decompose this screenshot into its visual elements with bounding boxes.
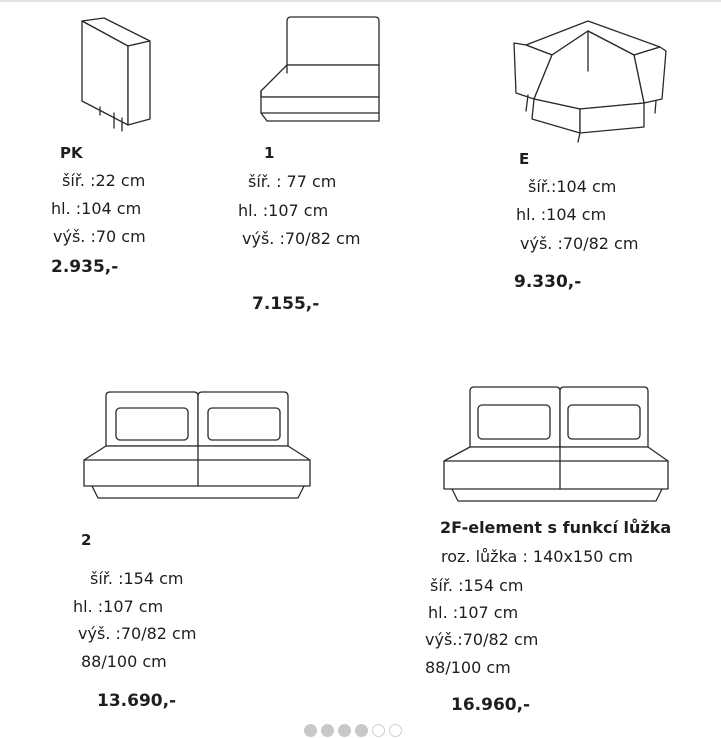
top-border	[0, 0, 721, 2]
product-2-height: výš. :70/82 cm	[78, 624, 197, 643]
product-2f-width: šíř. :154 cm	[430, 576, 524, 595]
product-e-price: 9.330,-	[514, 272, 582, 292]
carousel-dot-4[interactable]	[355, 724, 368, 737]
product-e-height: výš. :70/82 cm	[520, 234, 639, 253]
product-2-price: 13.690,-	[97, 691, 177, 711]
product-pk-depth: hl. :104 cm	[51, 199, 142, 218]
module-1-drawing	[255, 15, 385, 130]
product-e-name: E	[519, 150, 530, 168]
product-1-price: 7.155,-	[252, 294, 320, 314]
carousel-dot-6[interactable]	[389, 724, 402, 737]
carousel-dot-1[interactable]	[304, 724, 317, 737]
carousel-dot-3[interactable]	[338, 724, 351, 737]
carousel-dot-5[interactable]	[372, 724, 385, 737]
product-2-height-alt: 88/100 cm	[81, 652, 167, 671]
product-e-depth: hl. :104 cm	[516, 205, 607, 224]
product-pk-height: výš. :70 cm	[53, 227, 146, 246]
module-2-drawing	[76, 390, 316, 502]
product-2-name: 2	[81, 531, 92, 549]
product-2f-bed-size: roz. lůžka : 140x150 cm	[441, 547, 633, 566]
product-1-width: šíř. : 77 cm	[248, 172, 337, 191]
product-e-width: šíř.:104 cm	[528, 177, 617, 196]
carousel-dot-2[interactable]	[321, 724, 334, 737]
product-1-depth: hl. :107 cm	[238, 201, 329, 220]
product-1-height: výš. :70/82 cm	[242, 229, 361, 248]
module-2f-drawing	[436, 385, 676, 507]
product-pk-name: PK	[60, 144, 83, 162]
product-2-width: šíř. :154 cm	[90, 569, 184, 588]
carousel-pagination	[304, 724, 402, 738]
product-2f-price: 16.960,-	[451, 695, 531, 715]
product-pk-price: 2.935,-	[51, 257, 119, 277]
product-2f-name: 2F-element s funkcí lůžka	[440, 518, 672, 537]
product-2-depth: hl. :107 cm	[73, 597, 164, 616]
product-2f-height-alt: 88/100 cm	[425, 658, 511, 677]
product-1-name: 1	[264, 144, 275, 162]
product-2f-depth: hl. :107 cm	[428, 603, 519, 622]
product-pk-width: šíř. :22 cm	[62, 171, 146, 190]
product-2f-height: výš.:70/82 cm	[425, 630, 539, 649]
pk-side-panel-drawing	[78, 15, 160, 133]
corner-e-drawing	[508, 15, 673, 145]
